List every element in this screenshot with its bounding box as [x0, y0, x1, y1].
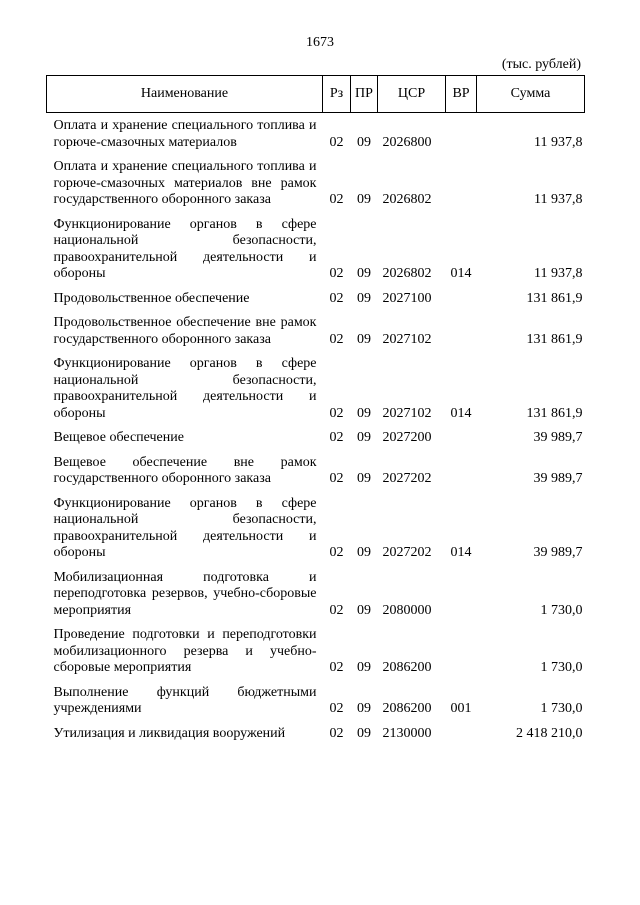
cell-name: Продовольственное обеспечение: [53, 290, 250, 306]
table-row: [47, 490, 585, 564]
table-row: [47, 285, 585, 310]
cell-vr: [446, 113, 477, 154]
cell-name: Функционирование органов в сфере национальной безопасности, правоохранительной деятельности и обороны: [53, 216, 317, 281]
cell-sum: 1 730,0: [540, 701, 583, 716]
cell-vr: 014: [450, 545, 472, 560]
cell-vr: [446, 720, 477, 745]
cell-sum: 131 861,9: [526, 405, 583, 421]
cell-pr: 09: [357, 290, 371, 306]
cell-csr: 2130000: [382, 725, 432, 741]
cell-csr: 2026802: [382, 192, 432, 207]
cell-csr: 2027202: [382, 471, 432, 486]
cell-rz: 02: [329, 602, 344, 618]
cell-sum: 1 730,0: [540, 660, 583, 675]
cell-rz: 02: [329, 660, 344, 675]
header-name: Наименование: [47, 76, 323, 113]
cell-rz: 02: [329, 471, 344, 486]
table-row: [47, 679, 585, 720]
header-pr: ПР: [351, 76, 378, 113]
table-row: [47, 449, 585, 490]
cell-rz: 02: [329, 331, 344, 347]
cell-csr: 2086200: [382, 660, 432, 675]
cell-csr: 2027100: [382, 290, 432, 306]
cell-csr: 2027200: [382, 430, 432, 445]
cell-vr: 001: [450, 701, 472, 716]
cell-pr: 09: [357, 331, 371, 347]
cell-vr: [446, 424, 477, 449]
cell-csr: 2027202: [382, 545, 432, 560]
cell-pr: 09: [357, 660, 371, 675]
cell-sum: 39 989,7: [533, 471, 583, 486]
cell-csr: 2026802: [382, 266, 432, 281]
cell-rz: 02: [329, 701, 344, 716]
cell-pr: 09: [357, 134, 371, 150]
cell-rz: 02: [329, 134, 344, 150]
cell-sum: 39 989,7: [533, 545, 583, 560]
cell-pr: 09: [357, 266, 371, 281]
cell-name: Продовольственное обеспечение вне рамок государственного оборонного заказа: [53, 315, 317, 347]
cell-rz: 02: [329, 430, 344, 445]
cell-csr: 2080000: [382, 602, 432, 618]
unit-note: (тыс. рублей): [501, 57, 581, 72]
cell-pr: 09: [357, 602, 371, 618]
table-row: [47, 350, 585, 424]
cell-csr: 2026800: [382, 134, 432, 150]
header-rz: Рз: [323, 76, 351, 113]
cell-pr: 09: [357, 192, 371, 207]
cell-name: Функционирование органов в сфере национальной безопасности, правоохранительной деятельности и обороны: [53, 356, 317, 421]
cell-vr: [446, 621, 477, 679]
table-body: [47, 113, 585, 745]
cell-sum: 131 861,9: [526, 290, 583, 306]
cell-name: Выполнение функций бюджетными учреждениями: [53, 684, 317, 716]
cell-name: Вещевое обеспечение: [53, 430, 184, 445]
cell-rz: 02: [329, 725, 344, 741]
cell-name: Проведение подготовки и переподготовки мобилизационного резерва и учебно-сборовые мероприятия: [53, 627, 317, 675]
cell-name: Вещевое обеспечение вне рамок государственного оборонного заказа: [53, 454, 317, 486]
cell-csr: 2086200: [382, 701, 432, 716]
cell-sum: 39 989,7: [533, 430, 583, 445]
page-number: 1673: [306, 35, 334, 50]
cell-name: Функционирование органов в сфере национальной безопасности, правоохранительной деятельности и обороны: [53, 495, 317, 560]
table-row: [47, 153, 585, 211]
cell-name: Утилизация и ликвидация вооружений: [53, 725, 286, 741]
table-row: [47, 720, 585, 745]
table-row: [47, 424, 585, 449]
cell-rz: 02: [329, 266, 344, 281]
cell-pr: 09: [357, 405, 371, 421]
table-row: [47, 564, 585, 622]
cell-pr: 09: [357, 545, 371, 560]
header-csr: ЦСР: [378, 76, 446, 113]
cell-vr: 014: [450, 266, 472, 281]
cell-sum: 11 937,8: [534, 192, 583, 207]
cell-name: Оплата и хранение специального топлива и горюче-смазочных материалов вне рамок государственного оборонного заказа: [53, 159, 317, 207]
header-sum: Сумма: [477, 76, 585, 113]
cell-sum: 131 861,9: [526, 331, 583, 347]
cell-pr: 09: [357, 471, 371, 486]
cell-rz: 02: [329, 290, 344, 306]
cell-rz: 02: [329, 405, 344, 421]
cell-csr: 2027102: [382, 405, 432, 421]
header-vr: ВР: [446, 76, 477, 113]
cell-rz: 02: [329, 545, 344, 560]
cell-name: Мобилизационная подготовка и переподготовка резервов, учебно-сборовые мероприятия: [53, 569, 317, 618]
cell-vr: [446, 153, 477, 211]
cell-sum: 11 937,8: [534, 266, 583, 281]
cell-vr: 014: [450, 405, 472, 421]
cell-sum: 2 418 210,0: [516, 725, 583, 741]
cell-rz: 02: [329, 192, 344, 207]
cell-vr: [446, 449, 477, 490]
cell-vr: [446, 285, 477, 310]
cell-pr: 09: [357, 725, 371, 741]
cell-pr: 09: [357, 701, 371, 716]
table-row: [47, 211, 585, 285]
cell-csr: 2027102: [382, 331, 432, 347]
cell-pr: 09: [357, 430, 371, 445]
table-header-row: [47, 76, 585, 113]
cell-vr: [446, 309, 477, 350]
table-row: [47, 113, 585, 154]
cell-vr: [446, 564, 477, 622]
budget-table: [46, 75, 585, 744]
table-row: [47, 621, 585, 679]
cell-name: Оплата и хранение специального топлива и горюче-смазочных материалов: [53, 118, 317, 150]
cell-sum: 11 937,8: [534, 134, 583, 150]
cell-sum: 1 730,0: [540, 602, 583, 618]
table-row: [47, 309, 585, 350]
